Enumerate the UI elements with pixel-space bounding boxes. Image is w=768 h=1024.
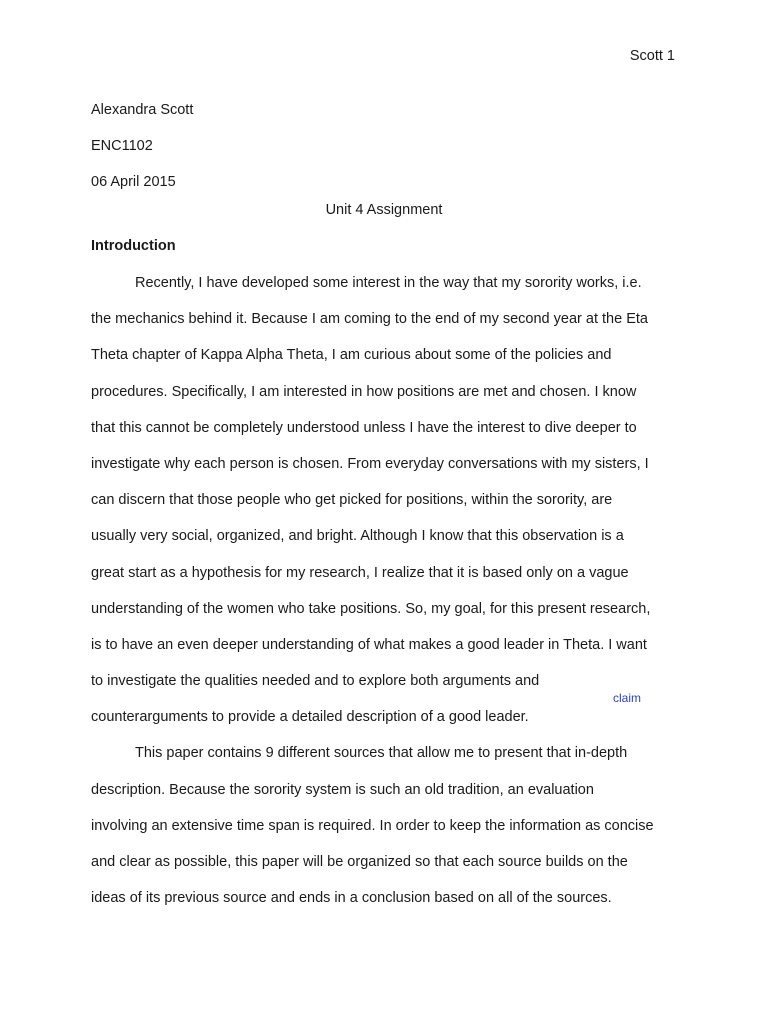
- paragraph-2-line-3: involving an extensive time span is required. In order to keep the information as concise: [91, 817, 654, 834]
- margin-comment: claim: [613, 691, 642, 705]
- paragraph-1-line-11: is to have an even deeper understanding of what makes a good leader in Theta. I want: [91, 636, 647, 653]
- paragraph-2-line-2: description. Because the sorority system is such an old tradition, an evaluation: [91, 781, 594, 798]
- paragraph-2-line-1: This paper contains 9 different sources that allow me to present that in-depth: [135, 745, 628, 762]
- mla-heading: [91, 92, 677, 200]
- paragraph-1-line-5: that this cannot be completely understood unless I have the interest to dive deeper to: [91, 419, 637, 436]
- date: 06 April 2015: [91, 174, 176, 190]
- paragraph-1-line-6: investigate why each person is chosen. From everyday conversations with my sisters, I: [91, 455, 649, 472]
- paragraph-1-line-4: procedures. Specifically, I am interested in how positions are met and chosen. I know: [91, 383, 637, 400]
- paragraph-1-line-7: can discern that those people who get picked for positions, within the sorority, are: [91, 492, 613, 509]
- paragraph-1-line-13: counterarguments to provide a detailed description of a good leader.: [91, 709, 529, 726]
- body-text: [91, 265, 677, 916]
- paragraph-1-line-2: the mechanics behind it. Because I am coming to the end of my second year at the Eta: [91, 311, 648, 328]
- author-name: Alexandra Scott: [91, 102, 194, 118]
- paragraph-2-line-5: ideas of its previous source and ends in a conclusion based on all of the sources.: [91, 890, 612, 907]
- course-code: ENC1102: [91, 138, 153, 154]
- paragraph-1-line-9: great start as a hypothesis for my research, I realize that it is based only on a vague: [91, 564, 629, 581]
- paragraph-1-line-12: to investigate the qualities needed and to explore both arguments and: [91, 673, 540, 690]
- paragraph-1-line-1: Recently, I have developed some interest in the way that my sorority works, i.e.: [135, 275, 642, 291]
- section-heading: Introduction: [91, 238, 176, 254]
- paragraph-2-line-4: and clear as possible, this paper will be organized so that each source builds on the: [91, 854, 628, 870]
- page-title: Unit 4 Assignment: [325, 202, 443, 218]
- running-head: Scott 1: [629, 48, 675, 64]
- paragraph-1-line-8: usually very social, organized, and bright. Although I know that this observation is a: [91, 528, 624, 545]
- paragraph-1-line-3: Theta chapter of Kappa Alpha Theta, I am curious about some of the policies and: [91, 347, 612, 364]
- paragraph-1-line-10: understanding of the women who take positions. So, my goal, for this present research,: [91, 600, 651, 617]
